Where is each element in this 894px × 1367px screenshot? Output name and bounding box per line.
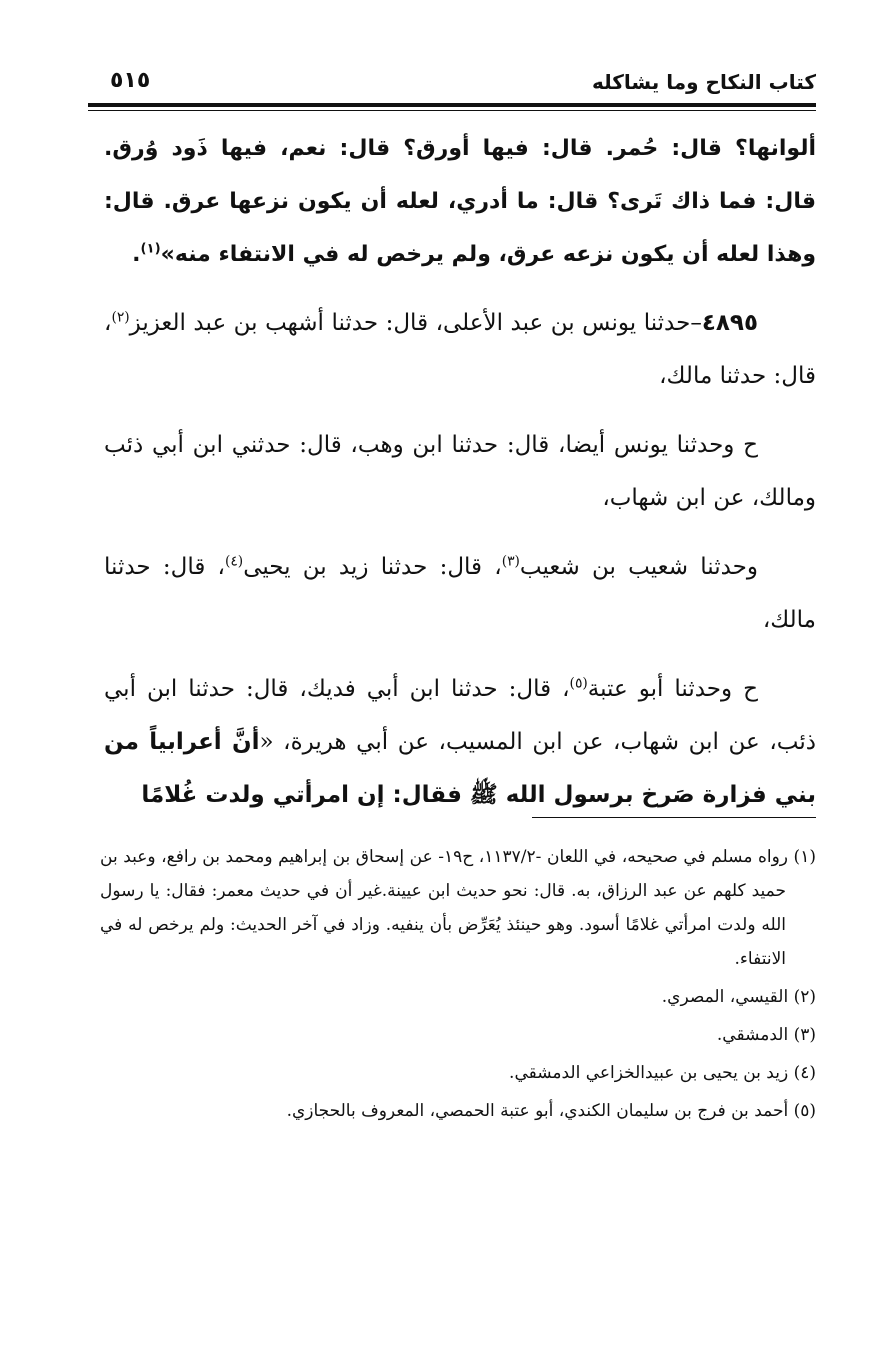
paragraph-text: وحدثنا شعيب بن شعيب (519, 554, 759, 580)
paragraph-continuation (104, 122, 816, 281)
footnotes (100, 840, 816, 1132)
paragraph-text: ، قال: حدثنا مالك، (104, 554, 816, 633)
hadith-number: ٤٨٩٥ (701, 310, 758, 336)
page-number: ٥١٥ (110, 68, 151, 93)
footnote-ref: (١) (140, 241, 161, 257)
footnote-5: (٥) أحمد بن فرج بن سليمان الكندي، أبو عتبة الحمصي، المعروف بالحجازي. (286, 1101, 816, 1121)
footnote-4: (٤) زيد بن يحيى بن عبيدالخزاعي الدمشقي. (509, 1063, 816, 1083)
paragraph-end: ، قال: حدثنا مالك، (104, 310, 816, 389)
header-rule-thin (88, 110, 816, 111)
footnote-separator (532, 817, 816, 818)
paragraph-chain-2 (104, 419, 816, 525)
paragraph-text: ح وحدثنا أبو عتبة (587, 676, 758, 702)
header-rule-thick (88, 103, 816, 107)
paragraph-end: . (132, 242, 141, 267)
main-text (104, 122, 816, 838)
footnote-ref: (٣) (501, 553, 520, 570)
paragraph-chain-3 (104, 541, 816, 647)
paragraph-text: ، قال: حدثنا ابن أبي فديك، قال: حدثنا ابن أبي ذئب، عن ابن شهاب، عن ابن المسيب، عن أبي هريرة، « (104, 676, 816, 755)
page-header (92, 66, 816, 102)
running-title: كتاب النكاح وما يشاكله (592, 70, 816, 94)
paragraph-hadith-4895 (104, 297, 816, 403)
footnote-1: (١) رواه مسلم في صحيحه، في اللعان -١١٣٧/٢، ح١٩- عن إسحاق بن إبراهيم ومحمد بن رافع، وعبد بن حميد كلهم عن عبد الرزاق، به. قال: نحو حديث ابن عيينة.غير أن في حديث معمر: فقال: يا رسول الله ولدت امرأتي غلامًا أسود. وهو حينئذ يُعَرِّض بأن ينفيه. وزاد في آخر الحديث: ولم يرخص له في الانتفاء. (100, 847, 816, 969)
footnote-2: (٢) القيسي، المصري. (661, 987, 816, 1007)
hadith-text-bold: أنَّ أعرابياً من بني فزارة صَرخ برسول الله ﷺ فقال: إن امرأتي ولدت غُلامًا (104, 729, 816, 808)
footnote-ref: (٢) (111, 309, 130, 326)
paragraph-text: ح وحدثنا يونس أيضا، قال: حدثنا ابن وهب، قال: حدثني ابن أبي ذئب ومالك، عن ابن شهاب، (104, 432, 816, 511)
paragraph-text: ألوانها؟ قال: حُمر. قال: فيها أورق؟ قال: نعم، فيها ذَود وُرق. قال: فما ذاك تَرى؟ قال: ما أدري، لعله أن يكون نزعها عرق. قال: وهذا لعله أن يكون نزعه عرق، ولم يرخص له في الانتفاء منه» (104, 136, 816, 267)
footnote-ref: (٥) (569, 675, 588, 692)
paragraph-text: ، قال: حدثنا زيد بن يحيى (243, 554, 502, 580)
paragraph-text: –حدثنا يونس بن عبد الأعلى، قال: حدثنا أشهب بن عبد العزيز (129, 310, 702, 336)
paragraph-chain-4 (104, 663, 816, 822)
footnote-ref: (٤) (224, 553, 244, 570)
footnote-3: (٣) الدمشقي. (716, 1025, 816, 1045)
